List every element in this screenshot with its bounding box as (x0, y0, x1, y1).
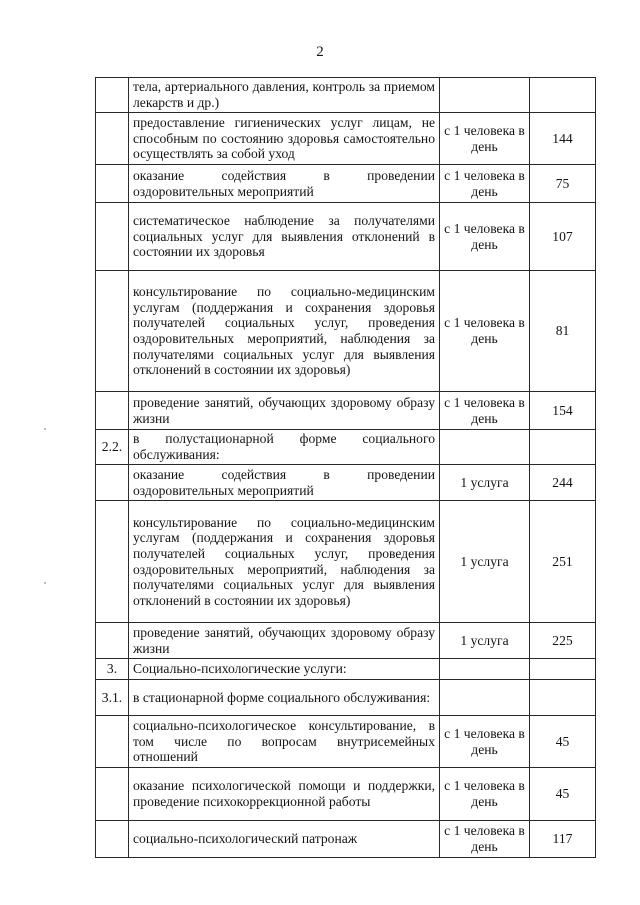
service-name: социально-психологическое консультирование, в том числе по вопросам внутрисемейных отношений (129, 716, 440, 768)
table-row (96, 271, 596, 392)
service-tariff: 154 (530, 392, 596, 430)
service-tariff (530, 659, 596, 680)
service-unit: с 1 человека в день (440, 203, 530, 271)
service-unit (440, 659, 530, 680)
service-tariff: 117 (530, 821, 596, 858)
table-row (96, 165, 596, 203)
service-name: консультирование по социально-медицинским услугам (поддержания и сохранения здоровья получателей социальных услуг, проведения оздоровительных мероприятий, наблюдения за получателями социальных услуг для выявления отклонений в состоянии их здоровья) (129, 501, 440, 623)
service-name: систематическое наблюдение за получателями социальных услуг для выявления отклонений в состоянии их здоровья (129, 203, 440, 271)
row-number (96, 271, 129, 392)
service-tariff: 75 (530, 165, 596, 203)
service-name: оказание содействия в проведении оздоровительных мероприятий (129, 165, 440, 203)
service-tariff: 251 (530, 501, 596, 623)
service-tariff: 244 (530, 465, 596, 501)
table-row (96, 430, 596, 465)
row-number: 2.2. (96, 430, 129, 465)
row-number (96, 165, 129, 203)
service-unit: с 1 человека в день (440, 113, 530, 165)
row-number: 3.1. (96, 680, 129, 716)
service-name: предоставление гигиенических услуг лицам, не способным по состоянию здоровья самостоятельно осуществлять за собой уход (129, 113, 440, 165)
row-number (96, 768, 129, 821)
service-name: в полустационарной форме социального обслуживания: (129, 430, 440, 465)
service-unit: с 1 человека в день (440, 271, 530, 392)
table-row (96, 203, 596, 271)
service-unit (440, 78, 530, 113)
table-row (96, 501, 596, 623)
row-number (96, 392, 129, 430)
service-name: проведение занятий, обучающих здоровому образу жизни (129, 392, 440, 430)
service-unit: с 1 человека в день (440, 392, 530, 430)
table-row (96, 392, 596, 430)
service-name: в стационарной форме социального обслуживания: (129, 680, 440, 716)
service-tariff (530, 78, 596, 113)
table-row (96, 821, 596, 858)
row-number (96, 203, 129, 271)
service-tariff (530, 680, 596, 716)
row-number: 3. (96, 659, 129, 680)
row-number (96, 78, 129, 113)
service-unit (440, 680, 530, 716)
table-row (96, 623, 596, 659)
table-row (96, 465, 596, 501)
service-unit: 1 услуга (440, 623, 530, 659)
service-unit: с 1 человека в день (440, 768, 530, 821)
row-number (96, 716, 129, 768)
service-name: оказание психологической помощи и поддержки, проведение психокоррекционной работы (129, 768, 440, 821)
service-tariff: 144 (530, 113, 596, 165)
service-tariff (530, 430, 596, 465)
service-name: Социально-психологические услуги: (129, 659, 440, 680)
service-tariff: 45 (530, 716, 596, 768)
row-number (96, 501, 129, 623)
service-unit: с 1 человека в день (440, 716, 530, 768)
scan-speck (44, 582, 46, 584)
table-row (96, 659, 596, 680)
service-name: оказание содействия в проведении оздоровительных мероприятий (129, 465, 440, 501)
service-unit: с 1 человека в день (440, 165, 530, 203)
service-unit (440, 430, 530, 465)
service-unit: 1 услуга (440, 501, 530, 623)
service-name: проведение занятий, обучающих здоровому образу жизни (129, 623, 440, 659)
table-row (96, 716, 596, 768)
service-tariff: 107 (530, 203, 596, 271)
services-tariff-table (95, 77, 596, 858)
service-name: социально-психологический патронаж (129, 821, 440, 858)
table-row (96, 113, 596, 165)
service-name: тела, артериального давления, контроль за приемом лекарств и др.) (129, 78, 440, 113)
row-number (96, 821, 129, 858)
row-number (96, 623, 129, 659)
service-unit: с 1 человека в день (440, 821, 530, 858)
service-tariff: 81 (530, 271, 596, 392)
table-row (96, 680, 596, 716)
scan-speck (44, 428, 46, 430)
row-number (96, 113, 129, 165)
table-row (96, 768, 596, 821)
service-unit: 1 услуга (440, 465, 530, 501)
service-name: консультирование по социально-медицинским услугам (поддержания и сохранения здоровья получателей социальных услуг, проведения оздоровительных мероприятий, наблюдения за получателями социальных услуг для выявления отклонений в состоянии их здоровья) (129, 271, 440, 392)
service-tariff: 45 (530, 768, 596, 821)
page-number: 2 (316, 44, 324, 60)
service-tariff: 225 (530, 623, 596, 659)
table-row (96, 78, 596, 113)
row-number (96, 465, 129, 501)
